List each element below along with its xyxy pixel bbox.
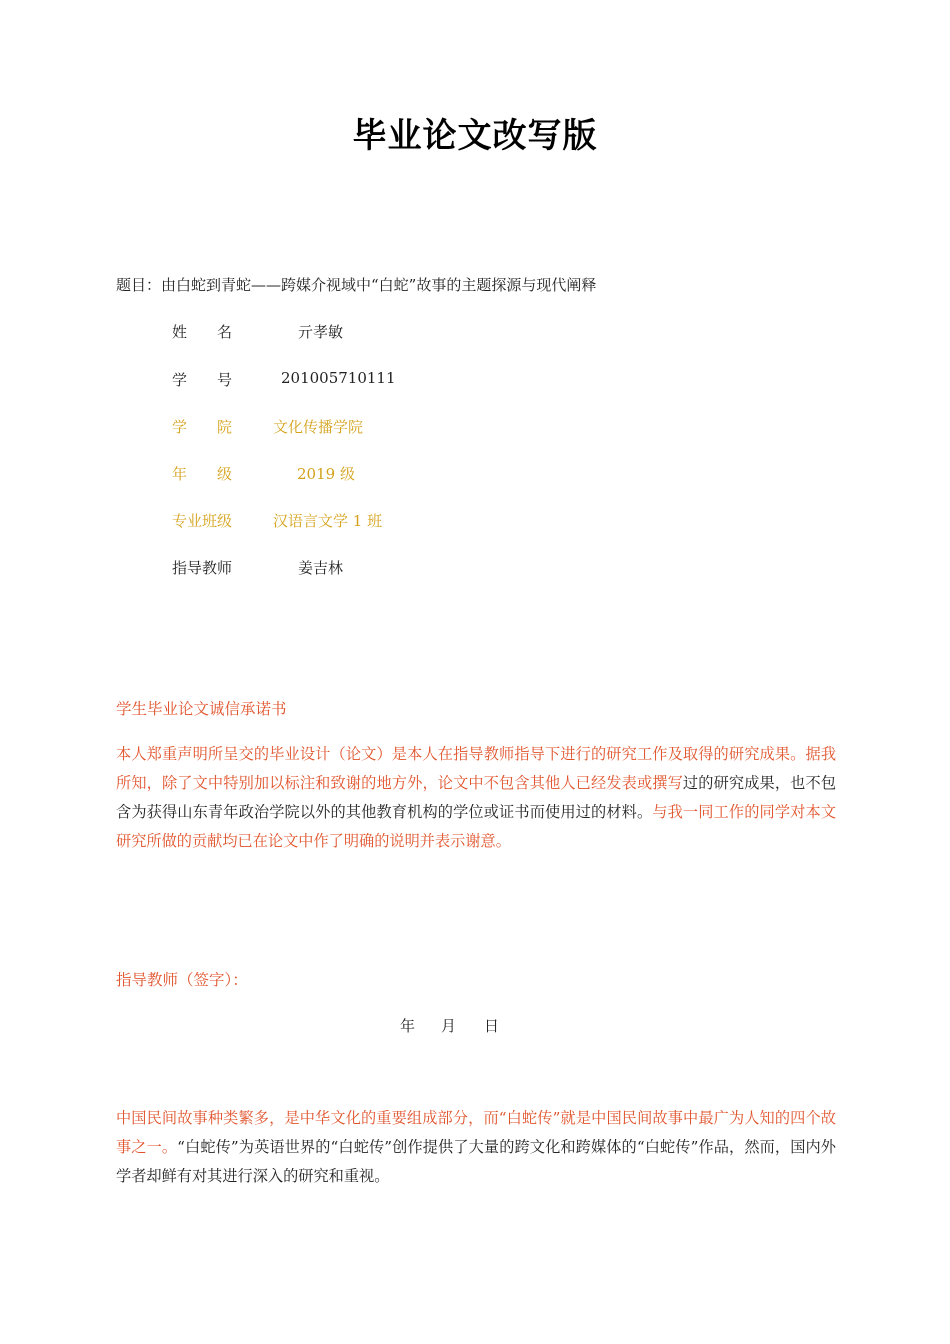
field-label-grade: 年 级 bbox=[172, 465, 233, 483]
date-year: 年 bbox=[400, 1017, 416, 1035]
pledge-heading: 学生毕业论文诚信承诺书 bbox=[116, 700, 287, 718]
pledge-body bbox=[116, 740, 836, 856]
field-value-grade: 2019 级 bbox=[297, 465, 355, 483]
intro-paragraph bbox=[116, 1104, 836, 1191]
field-label-advisor: 指导教师 bbox=[172, 559, 233, 577]
field-value-college: 文化传播学院 bbox=[273, 418, 364, 436]
advisor-signature-label: 指导教师（签字）： bbox=[116, 971, 248, 989]
field-label-student-id: 学 号 bbox=[172, 371, 233, 389]
date-day: 日 bbox=[484, 1017, 500, 1035]
intro-part2: “白蛇传”为英语世界的“白蛇传”创作提供了大量的跨文化和跨媒体的“白蛇传”作品，然而，国内外学者却鲜有对其进行深入的研究和重视。 bbox=[116, 1138, 836, 1185]
thesis-topic: 题目：由白蛇到青蛇——跨媒介视域中“白蛇”故事的主题探源与现代阐释 bbox=[116, 276, 597, 294]
field-value-name: 亓孝敏 bbox=[298, 323, 344, 341]
pledge-body-part3: 与我一同工作的同学对本文研究所做的贡献均已在论文中作了明确的说明并表示谢意。 bbox=[116, 803, 837, 850]
document-title: 毕业论文改写版 bbox=[352, 116, 598, 156]
field-value-advisor: 姜吉林 bbox=[298, 559, 344, 577]
field-label-name: 姓 名 bbox=[172, 323, 233, 341]
pledge-body-part1: 本人郑重声明所呈交的毕业设计（论文）是本人在指导教师指导下进行的研究工作及取得的研究成果。据我所知，除了文中特别加以标注和致谢的地方外，论文中不包含其他人已经发表或撰写 bbox=[116, 745, 836, 792]
date-month: 月 bbox=[441, 1017, 457, 1035]
field-label-college: 学 院 bbox=[172, 418, 233, 436]
field-value-student-id: 201005710111 bbox=[281, 369, 396, 387]
intro-part1: 中国民间故事种类繁多，是中华文化的重要组成部分，而“白蛇传”就是中国民间故事中最广为人知的四个故事之一。 bbox=[116, 1109, 836, 1156]
pledge-body-part2: 过的研究成果，也不包含为获得山东青年政治学院以外的其他教育机构的学位或证书而使用过的材料。 bbox=[116, 774, 837, 821]
field-label-major-class: 专业班级 bbox=[172, 512, 233, 530]
field-value-major-class: 汉语言文学 1 班 bbox=[273, 512, 383, 530]
